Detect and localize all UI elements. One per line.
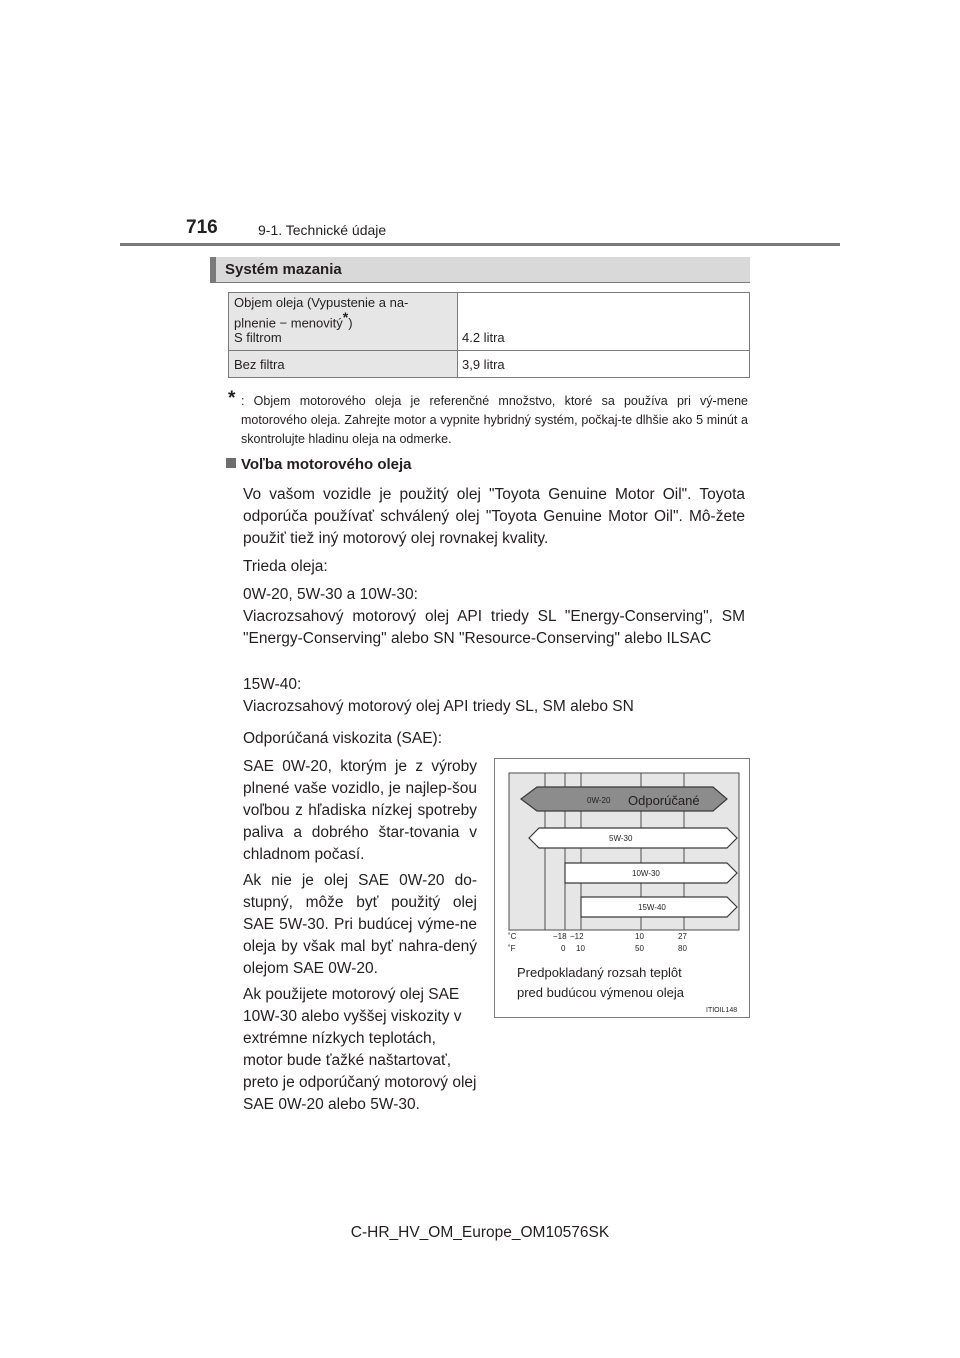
bar-label-15w40: 15W-40	[638, 903, 666, 912]
celsius-unit: ˚C	[508, 932, 517, 941]
tick-label-c: −18	[553, 932, 567, 941]
paragraph	[243, 584, 745, 650]
chart-code: ITIOIL148	[706, 1007, 738, 1014]
paragraph	[243, 674, 745, 718]
recommended-label: Odporúčané	[628, 793, 700, 808]
tick-label-c: −12	[570, 932, 584, 941]
oil-class-label: 0W-20, 5W-30 a 10W-30:	[243, 586, 418, 603]
viscosity-chart-svg	[495, 759, 749, 1017]
subsection-title: Voľba motorového oleja	[241, 456, 412, 473]
tick-label-c: 27	[678, 932, 687, 941]
tick-label-f: 80	[678, 944, 687, 953]
chart-caption-line2: pred budúcou výmenou oleja	[517, 985, 684, 1000]
chart-caption-line1: Predpokladaný rozsah teplôt	[517, 965, 682, 980]
subsection-heading	[226, 456, 412, 473]
paragraph: Trieda oleja:	[243, 558, 328, 575]
page-number: 716	[186, 217, 218, 238]
footnote-text: : Objem motorového oleja je referenčné množstvo, ktoré sa používa pri vý-mene motorového oleja. Zahrejte motor a vypnite hybridný systém, počkaj-te dlhšie ako 5 minút a skontrolujte hladinu oleja na odmerke.	[241, 394, 748, 446]
section-heading-bar	[210, 257, 216, 283]
paragraph: Ak nie je olej SAE 0W-20 do-stupný, môže byť použitý olej SAE 5W-30. Pri budúcej výme-ne oleja by však mal byť nahra-dený olejom SAE 0W-20.	[243, 872, 477, 977]
tick-label-f: 10	[576, 944, 585, 953]
section-heading-text: Systém mazania	[225, 261, 342, 278]
table-row	[229, 351, 750, 378]
paragraph: Ak použijete motorový olej SAE 10W-30 alebo vyššej viskozity v extrémne nízkych teplotách, motor bude ťažké naštartovať, preto je odporúčaný motorový olej SAE 0W-20 alebo 5W-30.	[243, 986, 477, 1113]
footnote-marker: *	[228, 388, 236, 409]
oil-class-text: Viacrozsahový motorový olej API triedy SL "Energy-Conserving", SM "Energy-Conserving" alebo SN "Resource-Conserving" alebo ILSAC	[243, 608, 745, 647]
table-label-line3: S filtrom	[234, 330, 282, 346]
table-label-line1: Objem oleja (Vypustenie a na-	[234, 295, 409, 310]
section-title: 9-1. Technické údaje	[258, 222, 387, 238]
bar-label-5w30: 5W-30	[609, 834, 633, 843]
tick-label-f: 0	[561, 944, 566, 953]
viscosity-chart	[494, 758, 750, 1018]
table-row	[229, 293, 750, 351]
bar-label-10w30: 10W-30	[632, 869, 660, 878]
paragraph: Vo vašom vozidle je použitý olej "Toyota Genuine Motor Oil". Toyota odporúča používať schválený olej "Toyota Genuine Motor Oil". Mô-žete použiť tiež iný motorový olej rovnakej kvality.	[243, 486, 745, 547]
oil-class-text: Viacrozsahový motorový olej API triedy SL, SM alebo SN	[243, 698, 634, 715]
tick-label-c: 10	[635, 932, 644, 941]
table-label-close: )	[348, 315, 353, 331]
oil-capacity-table	[228, 292, 750, 378]
paragraph: Odporúčaná viskozita (SAE):	[243, 730, 443, 747]
table-label-line2: plnenie − menovitý	[234, 315, 343, 331]
table-value-cell: 3,9 litra	[458, 351, 750, 378]
header-rule	[120, 243, 840, 246]
table-label-star: *	[342, 309, 349, 325]
square-bullet-icon	[226, 458, 236, 468]
tick-label-f: 50	[635, 944, 644, 953]
footer-doc-id: C-HR_HV_OM_Europe_OM10576SK	[350, 1224, 610, 1241]
oil-class-label: 15W-40:	[243, 676, 302, 693]
table-label-cell	[229, 293, 458, 351]
table-value-cell: 4.2 litra	[458, 293, 750, 351]
table-label-cell: Bez filtra	[229, 351, 458, 378]
fahrenheit-unit: ˚F	[508, 944, 516, 953]
oil-bar-5w30	[529, 828, 737, 848]
paragraph: SAE 0W-20, ktorým je z výroby plnené vaše vozidlo, je najlep-šou voľbou z hľadiska nízkej spotreby paliva a dobrého štar-tovania v chladnom počasí.	[243, 758, 477, 863]
bar-label-0w20: 0W-20	[587, 796, 611, 805]
footnote	[228, 388, 748, 449]
section-heading	[210, 257, 750, 283]
